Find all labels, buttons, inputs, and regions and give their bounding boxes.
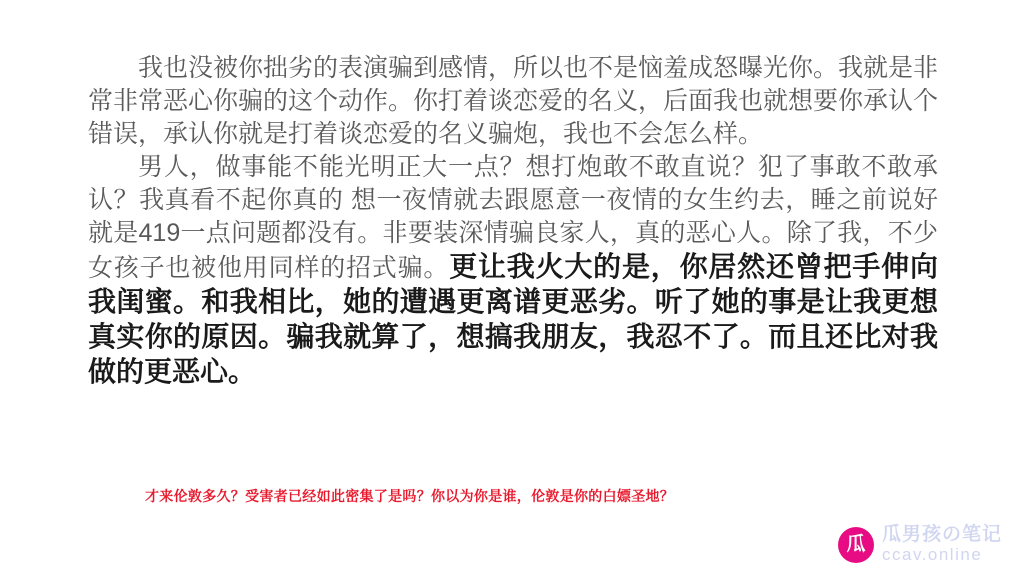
watermark [838, 525, 1002, 564]
watermark-text [882, 525, 1002, 564]
paragraph-2 [88, 151, 938, 390]
red-annotation: 才来伦敦多久？受害者已经如此密集了是吗？你以为你是谁，伦敦是你的白嫖圣地？ [145, 488, 675, 504]
watermark-logo-icon: 瓜 [838, 527, 874, 563]
paragraph-2-text: 男人，做事能不能光明正大一点？想打炮敢不敢直说？犯了事敢不敢承认？我真看不起你真的 想一夜情就去跟愿意一夜情的女生约去，睡之前说好就是419一点问题都没有。非要装深情骗良家人，真的恶心人。除了我，不少女孩子也被他用同样的招式骗。 [88, 153, 938, 282]
bold-statement-inline: 更让我火大的是，你居然还曾把手伸向我闺蜜。和我相比，她的遭遇更离谱更恶劣。听了她的事是让我更想真实你的原因。骗我就算了，想搞我朋友，我忍不了。而且还比对我做的更恶心。 [88, 251, 938, 387]
watermark-subtitle: ccav.online [881, 544, 983, 564]
paragraph-1: 我也没被你拙劣的表演骗到感情，所以也不是恼羞成怒曝光你。我就是非常非常恶心你骗的这个动作。你打着谈恋爱的名义，后面我也就想要你承认个错误，承认你就是打着谈恋爱的名义骗炮，我也不会怎么样。 [88, 54, 939, 148]
watermark-title: 瓜男孩の笔记 [881, 524, 1002, 546]
document-body [88, 52, 938, 390]
